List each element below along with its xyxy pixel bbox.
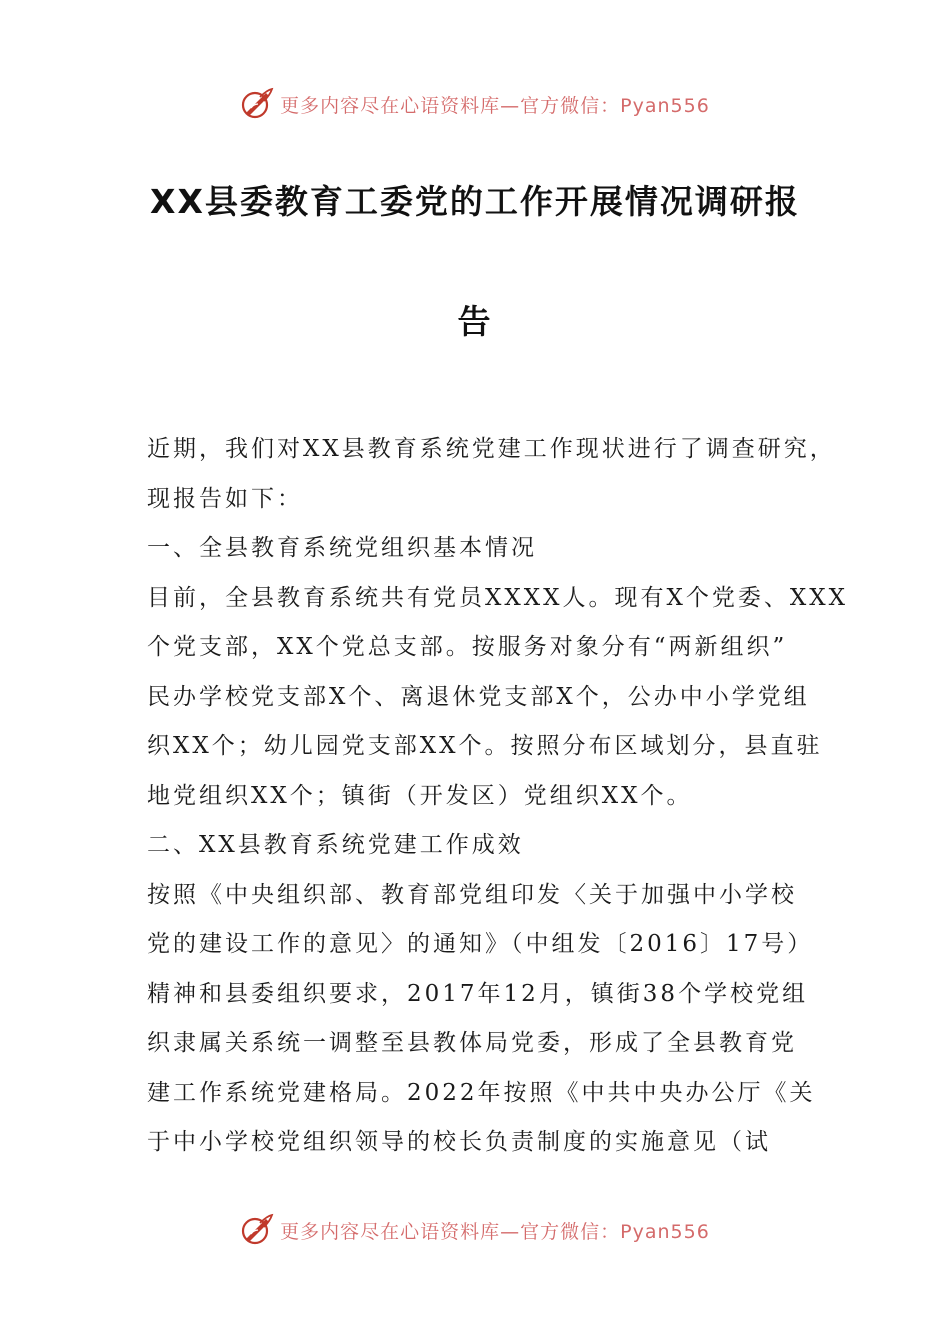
watermark-text: 更多内容尽在心语资料库—官方微信：Pyan556 <box>280 94 710 117</box>
section-heading-2: 二、XX县教育系统党建工作成效 <box>147 832 524 858</box>
body-line: 精神和县委组织要求，2017年12月，镇街38个学校党组 <box>147 980 809 1007</box>
footer-watermark <box>0 1210 950 1250</box>
body-line: 按照《中央组织部、教育部党组印发〈关于加强中小学校 <box>147 881 797 908</box>
body-line: 近期，我们对XX县教育系统党建工作现状进行了调查研究， <box>147 436 836 462</box>
watermark-text: 更多内容尽在心语资料库—官方微信：Pyan556 <box>280 1220 710 1243</box>
document-body <box>147 425 848 1168</box>
body-line: 建工作系统党建格局。2022年按照《中共中央办公厅《关 <box>147 1079 816 1106</box>
body-line: 民办学校党支部X个、离退休党支部X个，公办中小学党组 <box>147 683 810 710</box>
body-line: 织XX个；幼儿园党支部XX个。按照分布区域划分，县直驻 <box>147 733 823 759</box>
body-line: 党的建设工作的意见〉的通知》（中组发〔2016〕17号） <box>147 931 814 957</box>
document-title-line1: XX县委教育工委党的工作开展情况调研报 <box>150 182 800 221</box>
body-line: 目前，全县教育系统共有党员XXXX人。现有X个党委、XXX <box>147 584 848 611</box>
section-heading-1: 一、全县教育系统党组织基本情况 <box>147 535 537 561</box>
document-title-line2: 告 <box>457 302 493 341</box>
quill-logo-icon <box>240 1213 274 1247</box>
body-line: 地党组织XX个；镇街（开发区）党组织XX个。 <box>147 782 693 809</box>
body-line: 于中小学校党组织领导的校长负责制度的实施意见（试 <box>147 1129 771 1155</box>
body-line: 现报告如下： <box>147 485 303 512</box>
header-watermark <box>0 84 950 124</box>
body-line: 个党支部，XX个党总支部。按服务对象分有“两新组织” <box>147 634 788 660</box>
body-line: 织隶属关系统一调整至县教体局党委，形成了全县教育党 <box>147 1030 797 1056</box>
quill-logo-icon <box>240 87 274 121</box>
